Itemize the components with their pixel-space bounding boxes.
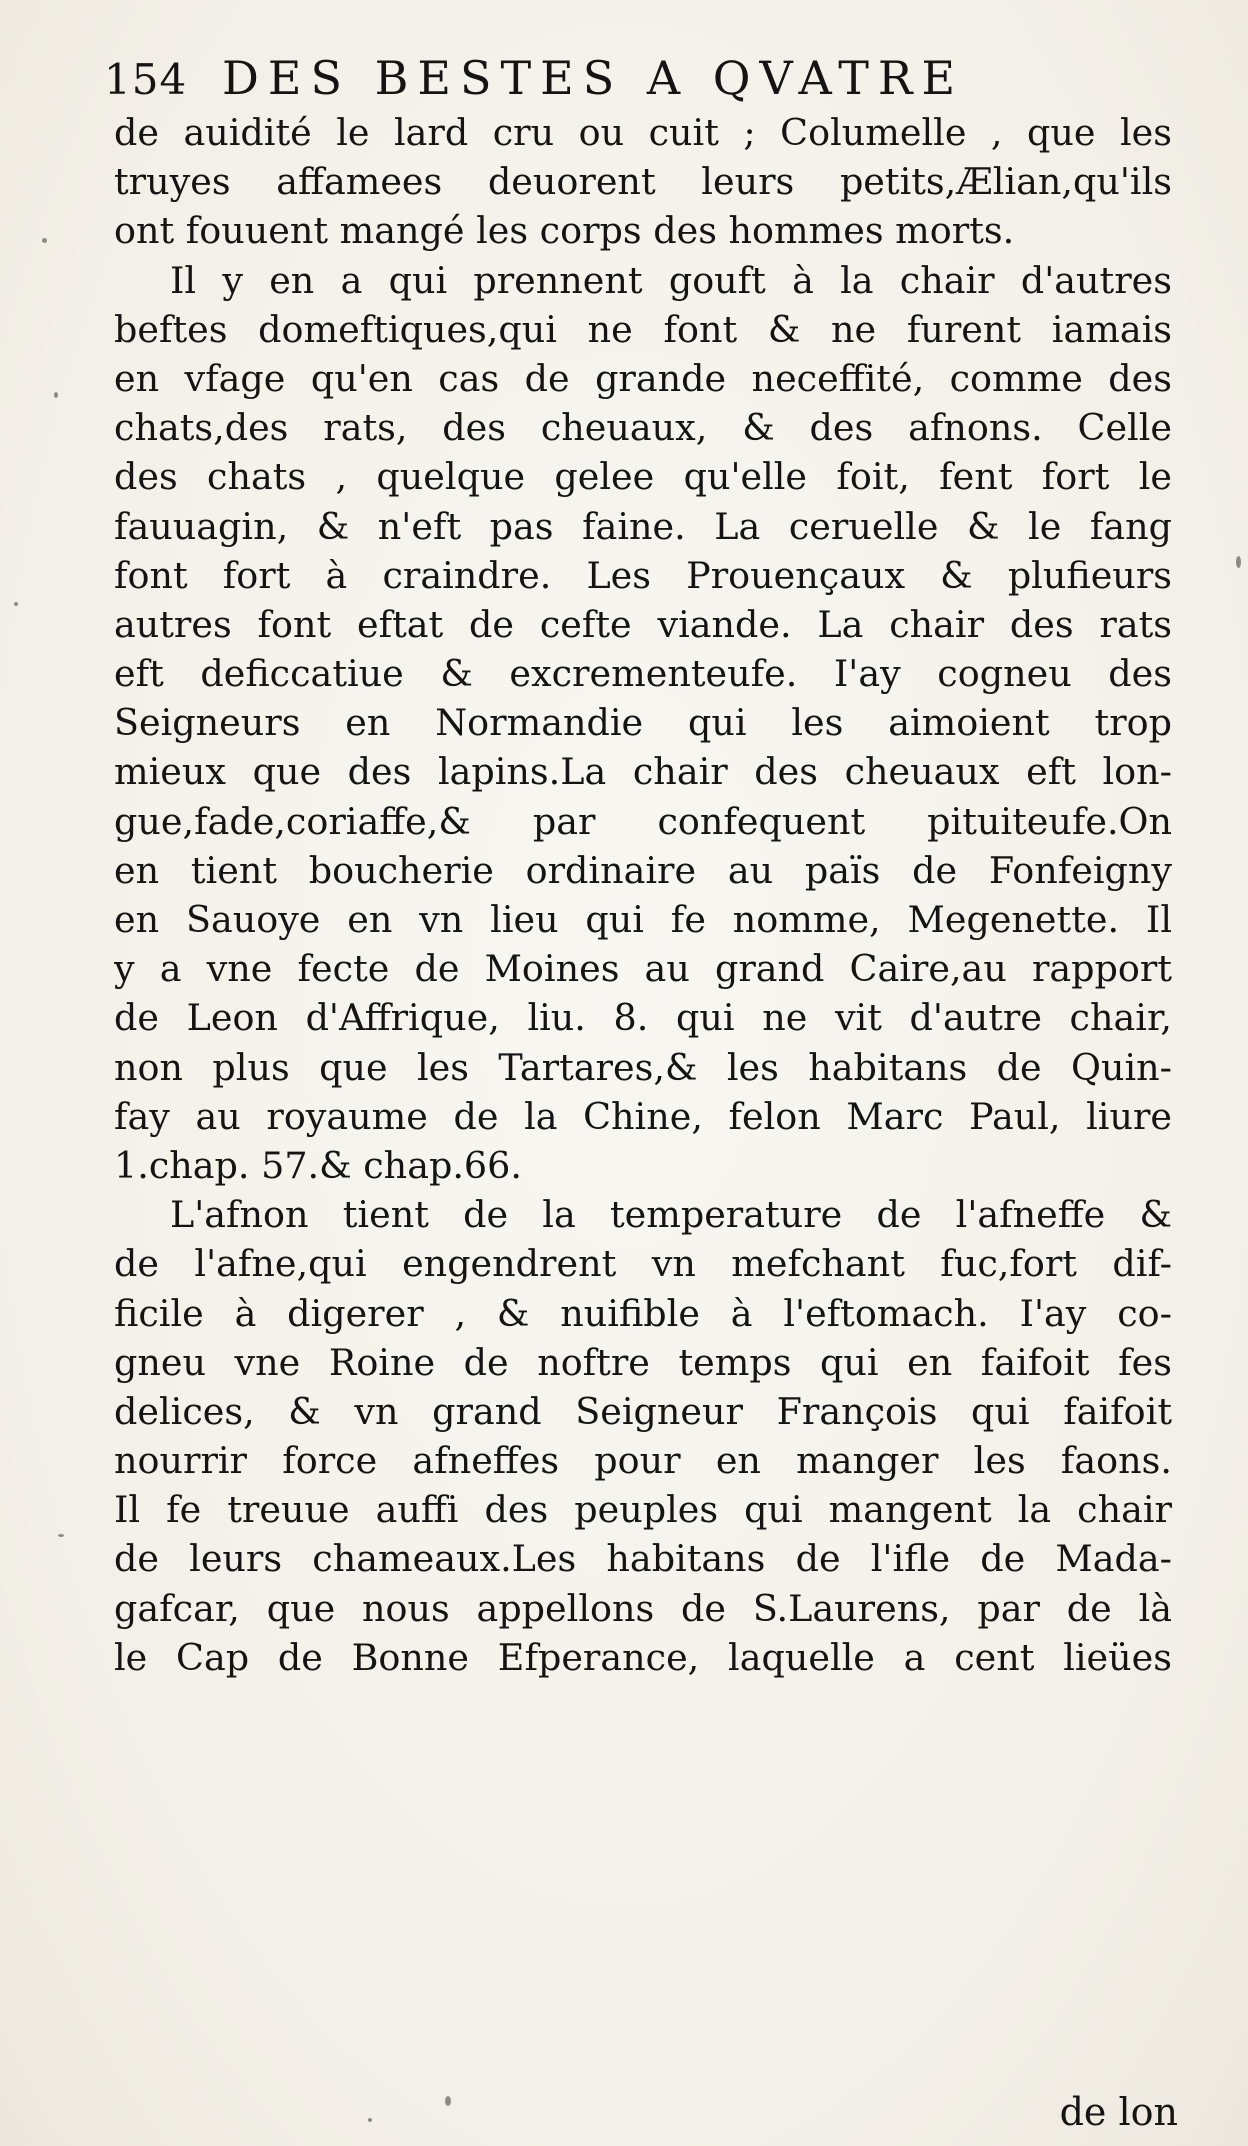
running-head: DES BESTES A QVATRE [222, 51, 965, 105]
text-line: Il y en a qui prennent gouft à la chair d'autres [170, 258, 1172, 302]
text-line: Il fe treuue auffi des peuples qui mangent la chair [114, 1488, 1172, 1532]
text-line: non plus que les Tartares,& les habitans de Quin- [114, 1045, 1172, 1089]
text-line: truyes affamees deuorent leurs petits,Ælian,qu'ils [114, 160, 1172, 204]
ink-speck [58, 1534, 64, 1537]
page-header [104, 48, 1164, 108]
text-line: gue,fade,coriaffe,& par confequent pituiteufe.On [114, 799, 1172, 843]
text-line: autres font eftat de cefte viande. La chair des rats [114, 602, 1172, 646]
text-line: Seigneurs en Normandie qui les aimoient trop [114, 701, 1172, 745]
text-line: gafcar, que nous appellons de S.Laurens, par de là [114, 1586, 1172, 1630]
text-line: en Sauoye en vn lieu qui fe nomme, Megenette. Il [114, 898, 1172, 941]
ink-speck [42, 238, 47, 243]
text-line: fauuagin, & n'eft pas faine. La ceruelle & le fang [114, 504, 1172, 548]
text-line: de leurs chameaux.Les habitans de l'ifle de Mada- [114, 1537, 1172, 1581]
text-line: 1.chap. 57.& chap.66. [114, 1143, 522, 1187]
text-line: des chats , quelque gelee qu'elle foit, fent fort le [114, 455, 1172, 499]
text-line: y a vne fecte de Moines au grand Caire,au rapport [114, 947, 1172, 991]
text-line: nourrir force afneffes pour en manger les faons. [114, 1439, 1172, 1483]
ink-speck [1236, 556, 1241, 568]
text-line: ont fouuent mangé les corps des hommes morts. [114, 209, 1015, 253]
text-line: chats,des rats, des cheuaux, & des afnons. Celle [114, 406, 1172, 450]
text-line: de l'afne,qui engendrent vn mefchant fuc,fort dif- [114, 1242, 1172, 1286]
text-line: en tient boucherie ordinaire au païs de Fonfeigny [114, 848, 1172, 892]
text-line: eft deficcatiue & excrementeufe. I'ay cogneu des [114, 652, 1172, 696]
text-line: delices, & vn grand Seigneur François qui faifoit [114, 1389, 1172, 1433]
text-line: beftes domeftiques,qui ne font & ne furent iamais [114, 307, 1172, 351]
page-number: 154 [104, 55, 188, 104]
ink-speck [445, 2096, 451, 2106]
text-line: font fort à craindre. Les Prouençaux & plufieurs [114, 553, 1172, 597]
catchword: de lon [1059, 2090, 1178, 2134]
text-line: en vfage qu'en cas de grande neceffité, comme des [114, 356, 1172, 400]
text-line: mieux que des lapins.La chair des cheuaux eft lon- [114, 750, 1172, 794]
text-line: de Leon d'Affrique, liu. 8. qui ne vit d'autre chair, [114, 996, 1172, 1040]
text-line: le Cap de Bonne Efperance, laquelle a cent lieües [114, 1635, 1172, 1679]
text-line: L'afnon tient de la temperature de l'afneffe & [170, 1193, 1172, 1237]
ink-speck [368, 2118, 372, 2122]
ink-speck [14, 602, 18, 606]
text-line: ficile à digerer , & nuifible à l'eftomach. I'ay co- [114, 1291, 1172, 1335]
body-text [114, 108, 1172, 1682]
text-line: de auidité le lard cru ou cuit ; Columelle , que les [114, 111, 1172, 154]
text-line: gneu vne Roine de noftre temps qui en faifoit fes [114, 1340, 1172, 1384]
text-line: fay au royaume de la Chine, felon Marc Paul, liure [114, 1094, 1172, 1138]
ink-speck [54, 392, 58, 398]
